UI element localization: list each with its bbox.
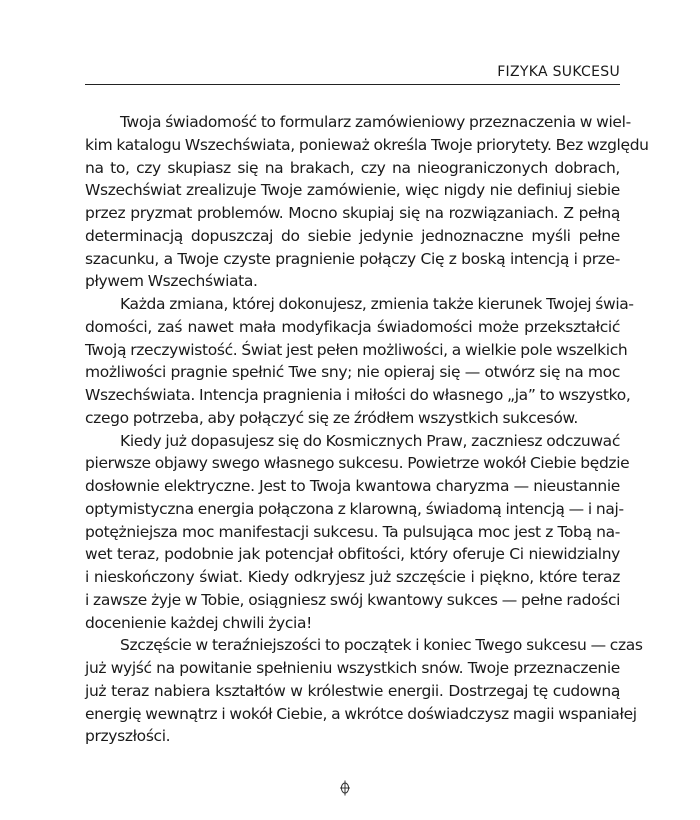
text-line: Każda zmiana, której dokonujesz, zmienia także kierunek Twojej świa- [120, 295, 634, 313]
text-line: pływem Wszechświata. [85, 272, 258, 291]
text-line: domości, zaś nawet mała modyfikacja świadomości może przekształcić [85, 317, 620, 336]
text-line: optymistyczna energia połączona z klarowną, świadomą intencją — i naj- [85, 499, 624, 518]
text-line: Twoja świadomość to formularz zamówieniowy przeznaczenia w wiel- [120, 113, 631, 131]
text-body [85, 111, 649, 748]
text-line: kim katalogu Wszechświata, ponieważ określa Twoje priorytety. Bez względu [85, 135, 649, 154]
paragraph [85, 634, 643, 748]
text-line: i nieskończony świat. Kiedy odkryjesz już szczęście i piękno, które teraz [85, 568, 620, 586]
text-line: Twoją rzeczywistość. Świat jest pełen możliwości, a wielkie pole wszelkich [85, 340, 628, 359]
text-line: pierwsze objawy swego własnego sukcesu. Powietrze wokół Ciebie będzie [85, 454, 630, 473]
text-line: czego potrzeba, aby połączyć się ze źródłem wszystkich sukcesów. [85, 408, 578, 427]
text-line: Kiedy już dopasujesz się do Kosmicznych Praw, zaczniesz odczuwać [120, 431, 620, 450]
text-line: już wyjść na powitanie spełnieniu wszystkich snów. Twoje przeznaczenie [85, 659, 620, 677]
text-line: przyszłości. [85, 727, 171, 746]
text-line: determinacją dopuszczaj do siebie jedynie jednoznaczne myśli pełne [85, 226, 620, 245]
text-line: Szczęście w teraźniejszości to początek i koniec Twego sukcesu — czas [120, 636, 643, 655]
text-line: energię wewnątrz i wokół Ciebie, a wkrótce doświadczysz magii wspaniałej [85, 704, 637, 723]
text-line: potężniejsza moc manifestacji sukcesu. Ta pulsująca moc jest z Tobą na- [85, 522, 620, 541]
text-line: możliwości pragnie spełnić Twe sny; nie opieraj się — otwórz się na moc [85, 363, 620, 382]
running-header: FIZYKA SUKCESU [497, 64, 620, 80]
paragraph [85, 111, 649, 293]
paragraph [85, 430, 630, 635]
text-line: docenienie każdej chwili życia! [85, 613, 312, 632]
page-marker-icon [339, 780, 351, 796]
text-line: Wszechświat zrealizuje Twoje zamówienie, więc nigdy nie definiuj siebie [85, 181, 620, 200]
text-line: i zawsze żyje w Tobie, osiągniesz swój kwantowy sukces — pełne radości [85, 590, 621, 609]
text-line: na to, czy skupiasz się na brakach, czy na nieograniczonych dobrach, [85, 158, 620, 177]
text-line: Wszechświata. Intencja pragnienia i miłości do własnego „ja” to wszystko, [85, 386, 631, 404]
text-line: dosłownie elektryczne. Jest to Twoja kwantowa charyzma — nieustannie [85, 477, 620, 495]
header-rule [85, 84, 620, 85]
paragraph [85, 293, 634, 430]
text-line: szacunku, a Twoje czyste pragnienie połączy Cię z boską intencją i prze- [85, 249, 620, 268]
text-line: już teraz nabiera kształtów w królestwie energii. Dostrzegaj tę cudowną [85, 681, 620, 700]
text-line: przez pryzmat problemów. Mocno skupiaj się na rozwiązaniach. Z pełną [85, 204, 620, 222]
text-line: wet teraz, podobnie jak potencjał obfitości, który oferuje Ci niewidzialny [85, 545, 620, 564]
